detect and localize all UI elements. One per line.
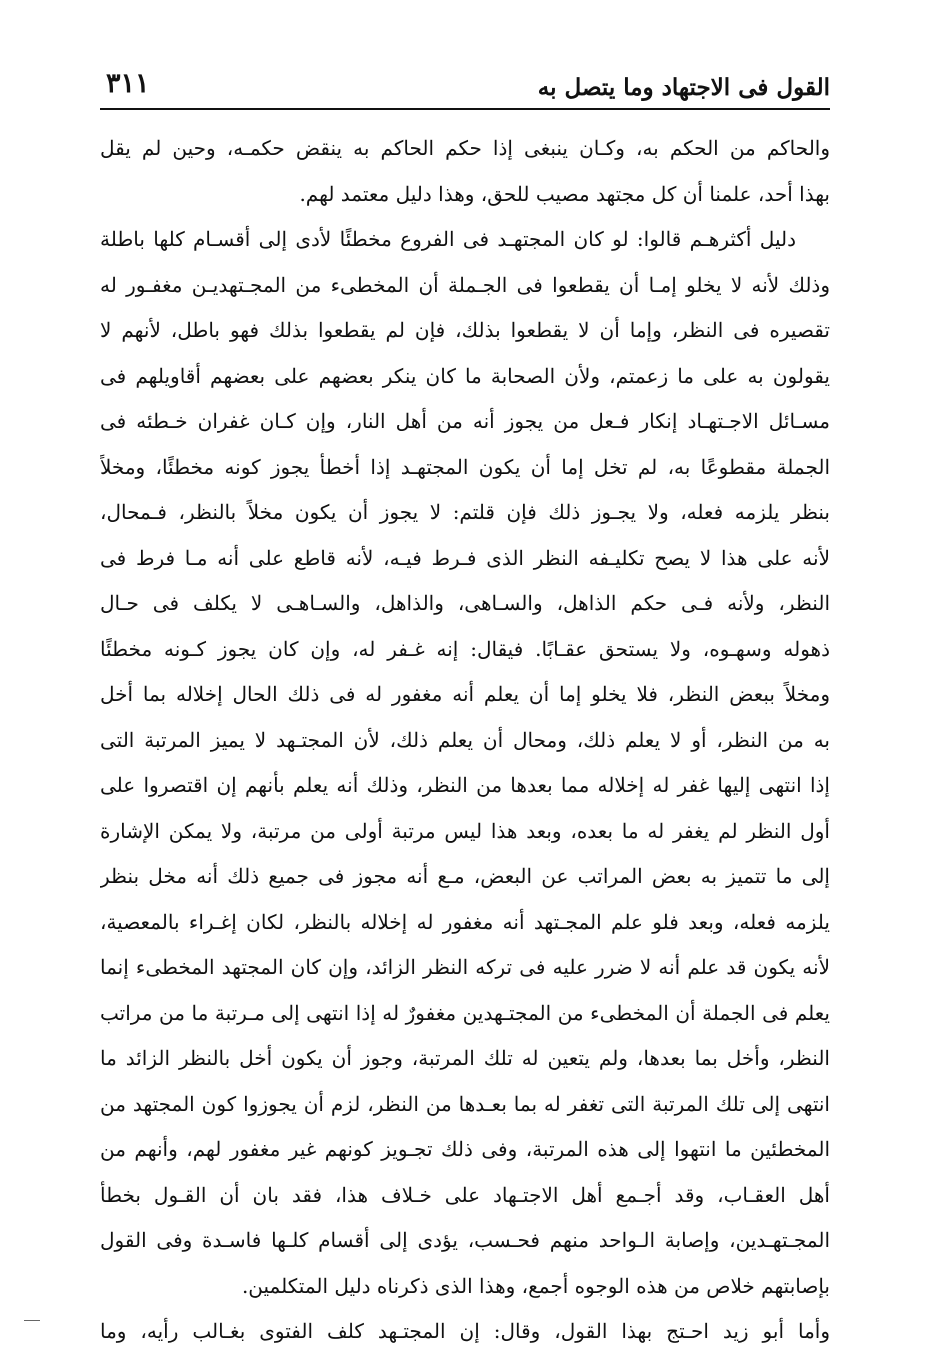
text-line: بهذا أحد، علمنا أن كل مجتهد مصيب للحق، وهذا دليل معتمد لهم.	[299, 181, 830, 206]
text-line: ومخلاً ببعض النظر، فلا يخلو إما أن يعلم أنه مغفور له فى ذلك الحال إخلاله بما أخل	[100, 682, 830, 706]
text-line: وذلك لأنه لا يخلو إمـا أن يقطعوا فى الجـملة أن المخطىء من المجـتهديـن مغفـور له	[100, 272, 830, 297]
text-line: لأنه يكون قد علم أنه لا ضرر عليه فى تركه النظر الزائد، وإن كان المجتهد المخطىء إنما	[100, 955, 830, 979]
text-line: أهل العقـاب، وقد أجـمع أهل الاجتـهاد على خـلاف هذا، فقد بان أن القـول بخطأ	[100, 1182, 830, 1207]
text-line: به من النظر، أو لا يعلم ذلك، ومحال أن يعلم ذلك، لأن المجتـهد لا يميز المرتبة التى	[100, 727, 830, 752]
text-line: ذهوله وسهـوه، ولا يستحق عقـابًا. فيقال: إنه غـفر له، وإن كان يجوز كـونه مخطئًا	[100, 636, 830, 661]
margin-mark	[24, 1320, 40, 1321]
text-line: مسـائل الاجـتهـاد إنكار فـعل من يجوز أنه من أهل النار، وإن كـان غفران خـطئه فى	[100, 409, 830, 433]
text-line: إلى ما تتميز به بعض المراتب عن البعض، مـع أنه مجوز فى جميع ذلك أنه مخل بنظر	[100, 864, 830, 888]
text-line: الجملة مقطوعًا به، لم تخل إما أن يكون المجتهـد إذا أخطأ يجوز كونه مخطئًا، ومخلاً	[100, 454, 830, 479]
text-line: إذا انتهى إليها غفر له إخلاله مما بعدها من النظر، وذلك أنه يعلم بأنهم إن اقتصروا على	[100, 773, 830, 797]
text-line: يعلم فى الجملة أن المخطىء من المجتـهدين مغفورٌ له إذا انتهى إلى مـرتبة ما من مراتب	[100, 1000, 830, 1025]
text-line: يقولون به على ما زعمتم، ولأن الصحابة ما كان ينكر بعضهم على بعضهم أقاويلهم فى	[100, 363, 830, 388]
text-line: النظر، وأخل بما بعدها، ولم يتعين له تلك المرتبة، وجوز أن يكون أخل بالنظر الزائد ما	[100, 1046, 830, 1070]
text-line: المخطئين ما انتهوا إلى هذه المرتبة، وفى ذلك تجـويز كونهم غير مغفور لهم، وأنهم من	[100, 1137, 830, 1161]
page-header	[100, 64, 830, 110]
text-line: انتهى إلى تلك المرتبة التى تغفر له بما بعـدها من النظر، لزم أن يجوزوا كون المجتهد من	[100, 1091, 830, 1116]
text-line: لأنه على هذا لا يصح تكليـفه النظر الذى فـرط فيـه، لأنه قاطع على أنه مـا فرط فى	[100, 545, 830, 570]
text-line: أول النظر لم يغفر له ما بعده، وبعد هذا ليس مرتبة أولى من مرتبة، ولا يمكن الإشارة	[100, 818, 830, 843]
text-line: دليل أكثرهـم قالوا: لو كان المجتهـد فى الفروع مخطئًا لأدى إلى أقسـام كلها باطلة	[100, 227, 796, 251]
body-text	[100, 126, 830, 1355]
text-line: والحاكم من الحكم به، وكـان ينبغى إذا حكم الحاكم به ينقض حكمـه، وحين لم يقل	[100, 136, 830, 160]
page-number: ٣١١	[106, 68, 150, 99]
text-line: النظر، ولأنه فـى حكم الذاهل، والسـاهى، والذاهل، والسـاهـى لا يكلف فى حـال	[100, 591, 830, 615]
running-title: القول فى الاجتهاد وما يتصل به	[537, 74, 830, 101]
text-line: يلزمه فعله، وبعد فلو علم المجـتهد أنه مغفور له إخلاله بالنظر، لكان إغـراء بالمعصية،	[100, 909, 830, 934]
text-line: بنظر يلزمه فعله، ولا يجـوز ذلك فإن قلتم: لا يجوز أن يكون مخلاً بالنظر، فـمحال،	[100, 500, 830, 524]
text-line: المجـتهـدين، وإصابة الـواحد منهم فحـسب، يؤدى إلى أقسام كلـها فاسـدة وفى القول	[100, 1228, 830, 1252]
text-line: وأما أبو زيد احـتج بهذا القول، وقال: إن المجتـهد كلف الفتوى بغـالب رأيه، وما	[100, 1319, 830, 1343]
text-line: بإصابتهم خلاص من هذه الوجوه أجمع، وهذا الذى ذكرناه دليل المتكلمين.	[241, 1273, 830, 1298]
text-line: تقصيره فى النظر، وإما أن لا يقطعوا بذلك، فإن لم يقطعوا بذلك فهو باطل، لأنهم لا	[100, 318, 830, 342]
